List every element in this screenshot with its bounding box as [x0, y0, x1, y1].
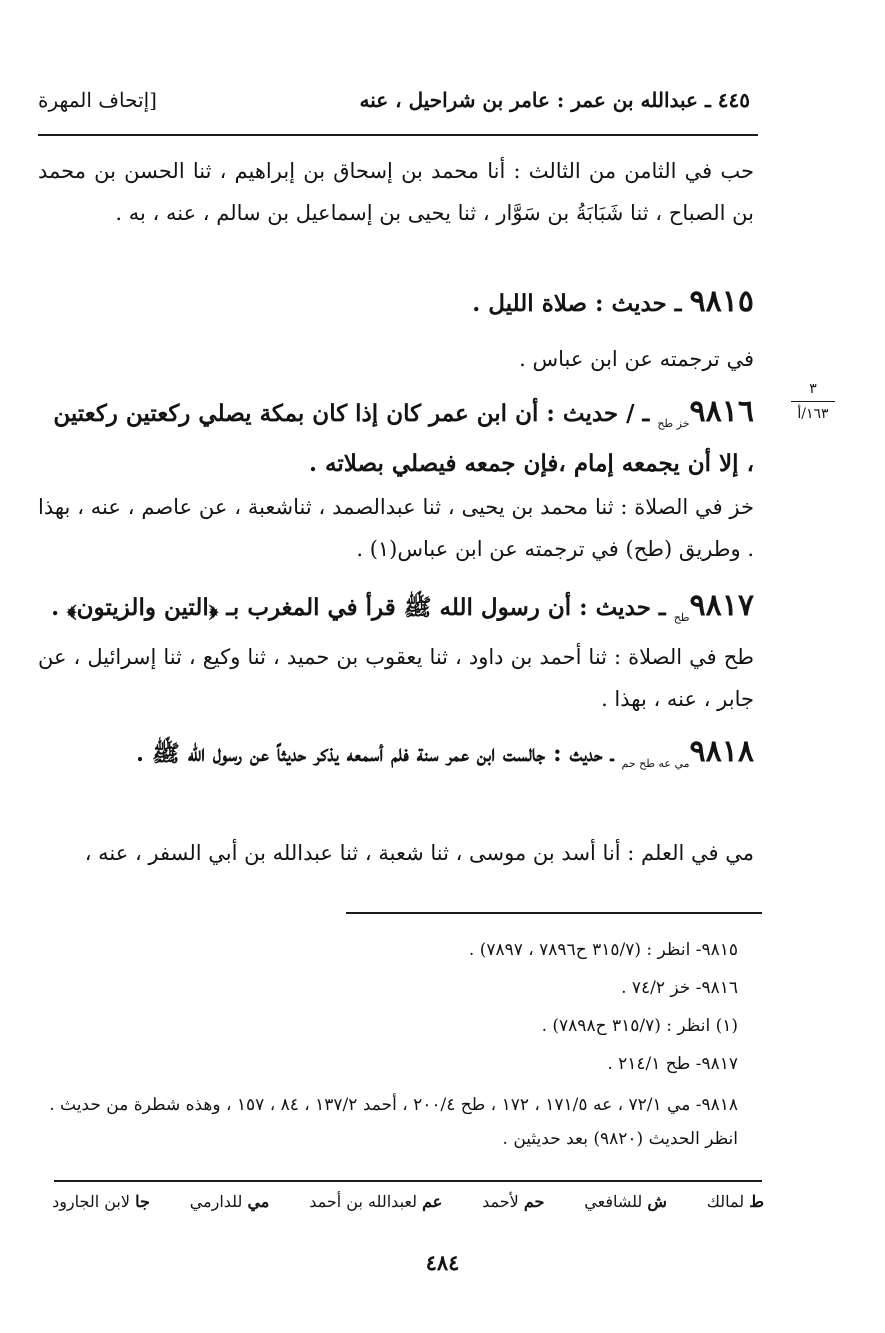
- chain-paragraph-2: في ترجمته عن ابن عباس .: [519, 347, 754, 371]
- legend-item: حم لأحمد: [482, 1192, 545, 1211]
- footnote-3: (١) انظر : (٣١٥/٧ ح٧٨٩٨) .: [541, 1016, 738, 1036]
- hadith-number: ٩٨١٧: [689, 588, 754, 623]
- legend-rule: [54, 1180, 762, 1182]
- chain-paragraph-5: مي في العلم : أنا أسد بن موسى ، ثنا شعبة ، ثنا عبدالله بن أبي السفر ، عنه ،: [84, 841, 754, 865]
- footnote-5: ٩٨١٨- مي ٧٢/١ ، عه ١٧١/٥ ، ١٧٢ ، طح ٢٠٠/٤ ، أحمد ١٣٧/٢ ، ٨٤ ، ١٥٧ ، وهذه شطرة من حديث . انظر الحديث (٩٨٢٠) بعد حديثين .: [49, 1095, 738, 1149]
- hadith-number: ٩٨١٨: [689, 734, 754, 769]
- hadith-9815: [38, 282, 754, 324]
- hadith-sigla: مي عه طح حم: [621, 757, 690, 770]
- legend-item: ط لمالك: [706, 1192, 764, 1211]
- footnote-4: ٩٨١٧- طح ٢١٤/١ .: [607, 1054, 738, 1074]
- running-header: [38, 84, 750, 124]
- hadith-number: ٩٨١٥: [689, 284, 754, 319]
- chain-paragraph-4: طح في الصلاة : ثنا أحمد بن داود ، ثنا يعقوب بن حميد ، ثنا وكيع ، ثنا إسرائيل ، عن جابر ، عنه ، بهذا .: [38, 645, 754, 711]
- hadith-text: ـ حديث : أن رسول الله ﷺ قرأ في المغرب بـ ﴿التين والزيتون﴾ .: [51, 594, 666, 621]
- hadith-9816: [38, 392, 754, 484]
- hadith-sigla: طح: [673, 611, 690, 624]
- hadith-text: ـ حديث : صلاة الليل .: [472, 290, 682, 317]
- footnote-1: ٩٨١٥- انظر : (٣١٥/٧ ح٧٨٩٦ ، ٧٨٩٧) .: [468, 940, 738, 960]
- legend-item: ش للشافعي: [584, 1192, 667, 1211]
- footnote-separator: [346, 912, 762, 914]
- footnote-2: ٩٨١٦- خز ٧٤/٢ .: [621, 978, 738, 998]
- hadith-9817: [38, 586, 754, 638]
- margin-note-number: ٣: [809, 381, 817, 397]
- margin-note-rule: [791, 401, 835, 402]
- book-title: [إتحاف المهرة: [38, 88, 157, 112]
- chain-paragraph-1: حب في الثامن من الثالث : أنا محمد بن إسحاق بن إبراهيم ، ثنا الحسن بن محمد بن الصباح ، ثنا شَبَابَةُ بن سَوَّار ، ثنا يحيى بن إسماعيل بن سالم ، عنه ، به .: [38, 159, 754, 225]
- chapter-title: ٤٤٥ ـ عبدالله بن عمر : عامر بن شراحيل ، عنه: [359, 88, 750, 112]
- legend-item: جا لابن الجارود: [52, 1192, 150, 1211]
- hadith-sigla: خز طح: [657, 417, 690, 430]
- legend-item: مي للدارمي: [189, 1192, 270, 1211]
- chain-paragraph-3: خز في الصلاة : ثنا محمد بن يحيى ، ثنا عبدالصمد ، ثناشعبة ، عن عاصم ، عنه ، بهذا . وطريق (طح) في ترجمته عن ابن عباس(١) .: [38, 495, 754, 561]
- hadith-text: ـ / حديث : أن ابن عمر كان إذا كان بمكة يصلي ركعتين ركعتين ، إلا أن يجمعه إمام ،فإن جمعه فيصلي بصلاته .: [53, 400, 754, 477]
- page-number: ٤٨٤: [425, 1250, 460, 1275]
- legend-item: عم لعبدالله بن أحمد: [309, 1192, 443, 1211]
- hadith-text: ـ حديث : جالست ابن عمر سنة فلم أسمعه يذكر حديثاً عن رسول الله ﷺ .: [135, 740, 614, 767]
- margin-folio-note: [786, 380, 840, 423]
- hadith-9818: [38, 732, 754, 784]
- abbreviation-legend: [52, 1192, 764, 1211]
- hadith-number: ٩٨١٦: [689, 394, 754, 429]
- margin-note-folio: ١٦٣/أ: [797, 406, 829, 422]
- header-rule: [38, 134, 758, 136]
